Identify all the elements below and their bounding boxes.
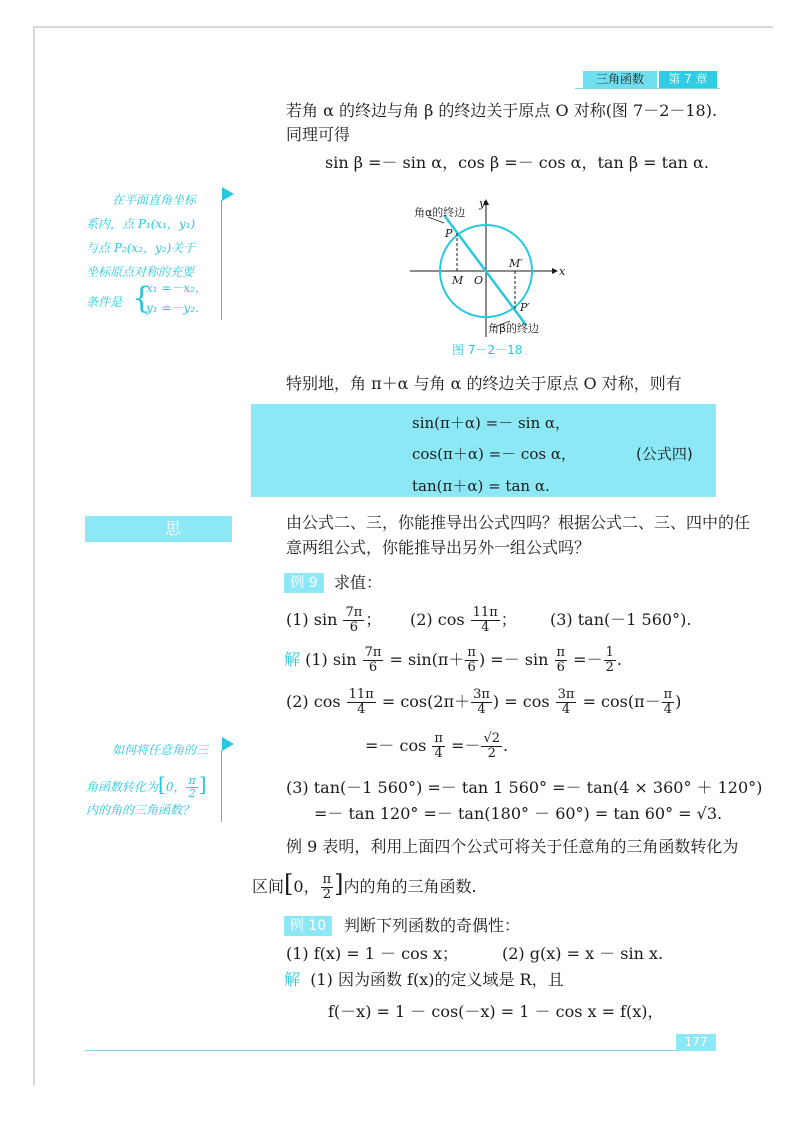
unit-circle-figure <box>400 195 570 345</box>
x-axis-label: x <box>559 265 566 278</box>
example10-q1: (1) f(x) = 1 － cos x； <box>286 944 459 963</box>
side-note-line: 在平面直角坐标 <box>112 193 197 207</box>
solution-label: 解 <box>284 970 301 989</box>
fraction: $\frac{\pi}{4}$ <box>663 687 673 717</box>
point-P-label: P <box>445 227 453 240</box>
fraction: $\frac{\pi}{2}$ <box>188 774 196 800</box>
side-note-line: 系内，点 P₁(x₁，y₁) <box>86 217 196 231</box>
conclusion-line2: 区间[0， $\frac{\pi}{2}$ ]内的角的三角函数. <box>252 870 477 902</box>
example9-solution-1: 解 (1) sin $\frac{7\pi}{6}$ = sin(π＋ $\frac{\pi}{6}$ ) =－ sin $\frac{\pi}{6}$ =－ $\frac{1}{2}$ . <box>284 645 622 675</box>
label-alpha-terminal: 角α的终边 <box>414 206 466 219</box>
figure-caption: 图 7－2－18 <box>452 343 523 357</box>
side-note-line: 与点 P₂(x₂，y₂)关于 <box>86 241 196 255</box>
formula-name: (公式四) <box>636 445 693 463</box>
fraction: $\frac{3\pi}{4}$ <box>557 687 575 717</box>
header-underline <box>575 88 720 89</box>
terminal-side-line <box>444 215 526 325</box>
fraction: $\frac{11\pi}{4}$ <box>472 605 498 635</box>
solution-label: 解 <box>284 650 301 669</box>
page-border-left <box>33 26 35 1086</box>
side-note-line: 如何将任意角的三 <box>112 743 209 757</box>
side-note-bracket <box>219 200 222 320</box>
think-line2: 意两组公式，你能推导出另外一组公式吗？ <box>286 538 591 557</box>
formula-sin: sin(π＋α) =－ sin α， <box>412 414 571 432</box>
example9-q3: (3) tan(－1 560°). <box>550 610 692 629</box>
bracket-icon: [ <box>284 870 294 898</box>
point-O-label: O <box>474 274 484 287</box>
example9-solution-2b: =－ cos $\frac{\pi}{4}$ =－ $\frac{√2}{2}$ . <box>365 731 509 761</box>
fraction: $\frac{\pi}{2}$ <box>322 872 332 902</box>
point-Pp-label: P′ <box>520 301 530 314</box>
fraction: $\frac{7\pi}{6}$ <box>345 605 363 635</box>
bracket-icon: [ <box>158 772 166 796</box>
label-beta-terminal: 角β的终边 <box>488 322 540 335</box>
formula-four-box <box>251 404 716 497</box>
side-note-line: 坐标原点对称的充要 <box>86 265 195 279</box>
example9-solution-2: (2) cos $\frac{11\pi}{4}$ = cos(2π＋ $\frac{3\pi}{4}$ ) = cos $\frac{3\pi}{4}$ = cos(π－ $\frac{\pi}{4}$ ) <box>286 687 682 717</box>
example9-solution-3b: =－ tan 120° =－ tan(180° － 60°) = tan 60° = √3. <box>314 804 723 823</box>
bracket-icon: ] <box>334 870 344 898</box>
example10-solution-1: 解 (1) 因为函数 f(x)的定义域是 R，且 <box>284 970 564 989</box>
side-note-line: 内的角的三角函数？ <box>86 803 195 817</box>
side-note-arrow-icon <box>222 187 234 201</box>
example9-q2: (2) cos $\frac{11\pi}{4}$ ； <box>410 605 517 635</box>
example9-title: 求值： <box>334 573 383 592</box>
fraction: $\frac{1}{2}$ <box>605 645 614 675</box>
side-note-bracket <box>219 750 222 822</box>
think-line1: 由公式二、三，你能推导出公式四吗？根据公式二、三、四中的任 <box>286 513 751 532</box>
think-label: 思考 <box>165 519 202 564</box>
example10-q2: (2) g(x) = x － sin x. <box>502 944 664 963</box>
example10-solution-2: f(－x) = 1 － cos(－x) = 1 － cos x = f(x)， <box>328 1002 664 1021</box>
fraction: $\frac{\pi}{4}$ <box>434 731 443 761</box>
example10-title: 判断下列函数的奇偶性： <box>344 916 521 935</box>
formula-cos: cos(π＋α) =－ cos α， <box>412 445 576 463</box>
example9-tag: 例 9 <box>284 573 324 593</box>
para1-line1: 若角 α 的终边与角 β 的终边关于原点 O 对称(图 7－2－18). <box>286 101 718 120</box>
page-border-top <box>33 26 773 28</box>
side-note-line: 条件是 <box>86 295 123 309</box>
side-note-line: 角函数转化为[0， $\frac{\pi}{2}$ ] <box>86 772 207 800</box>
fraction: $\frac{√2}{2}$ <box>483 731 501 761</box>
fraction: $\frac{3\pi}{4}$ <box>473 687 490 717</box>
x-axis-arrow-icon <box>552 268 558 274</box>
think-label-bar <box>85 516 232 564</box>
example9-solution-3: (3) tan(－1 560°) =－ tan 1 560° =－ tan(4 × 360° ＋ 120°) <box>286 778 763 797</box>
bracket-icon: ] <box>198 772 207 796</box>
point-Mp-label: M′ <box>509 257 523 270</box>
header-section-title: 三角函数 <box>583 71 657 88</box>
conclusion-line1: 例 9 表明，利用上面四个公式可将关于任意角的三角函数转化为 <box>286 837 739 856</box>
fraction: $\frac{11\pi}{4}$ <box>348 687 374 717</box>
header-chapter-badge: 第 7 章 <box>659 71 717 88</box>
fraction: $\frac{\pi}{6}$ <box>556 645 566 675</box>
side-note-arrow-icon <box>222 737 234 751</box>
example9-q1: (1) sin $\frac{7\pi}{6}$ ； <box>286 605 382 635</box>
footer-line <box>85 1050 715 1051</box>
brace-icon: { <box>132 281 152 316</box>
para1-formula: sin β =－ sin α，cos β =－ cos α，tan β = tan α. <box>325 153 709 172</box>
example10-tag: 例 10 <box>284 916 332 936</box>
y-axis-label: y <box>479 197 486 210</box>
point-M-label: M <box>452 274 464 287</box>
para1-line2: 同理可得 <box>286 125 351 144</box>
page-number: 177 <box>676 1034 716 1051</box>
condition-1: x₁ =－x₂， <box>146 281 208 295</box>
fraction: $\frac{\pi}{6}$ <box>467 645 476 675</box>
special-case-text: 特别地，角 π＋α 与角 α 的终边关于原点 O 对称，则有 <box>286 374 682 393</box>
condition-2: y₁ =－y₂. <box>146 301 199 315</box>
fraction: $\frac{7\pi}{6}$ <box>364 645 382 675</box>
formula-tan: tan(π＋α) = tan α. <box>412 477 550 495</box>
